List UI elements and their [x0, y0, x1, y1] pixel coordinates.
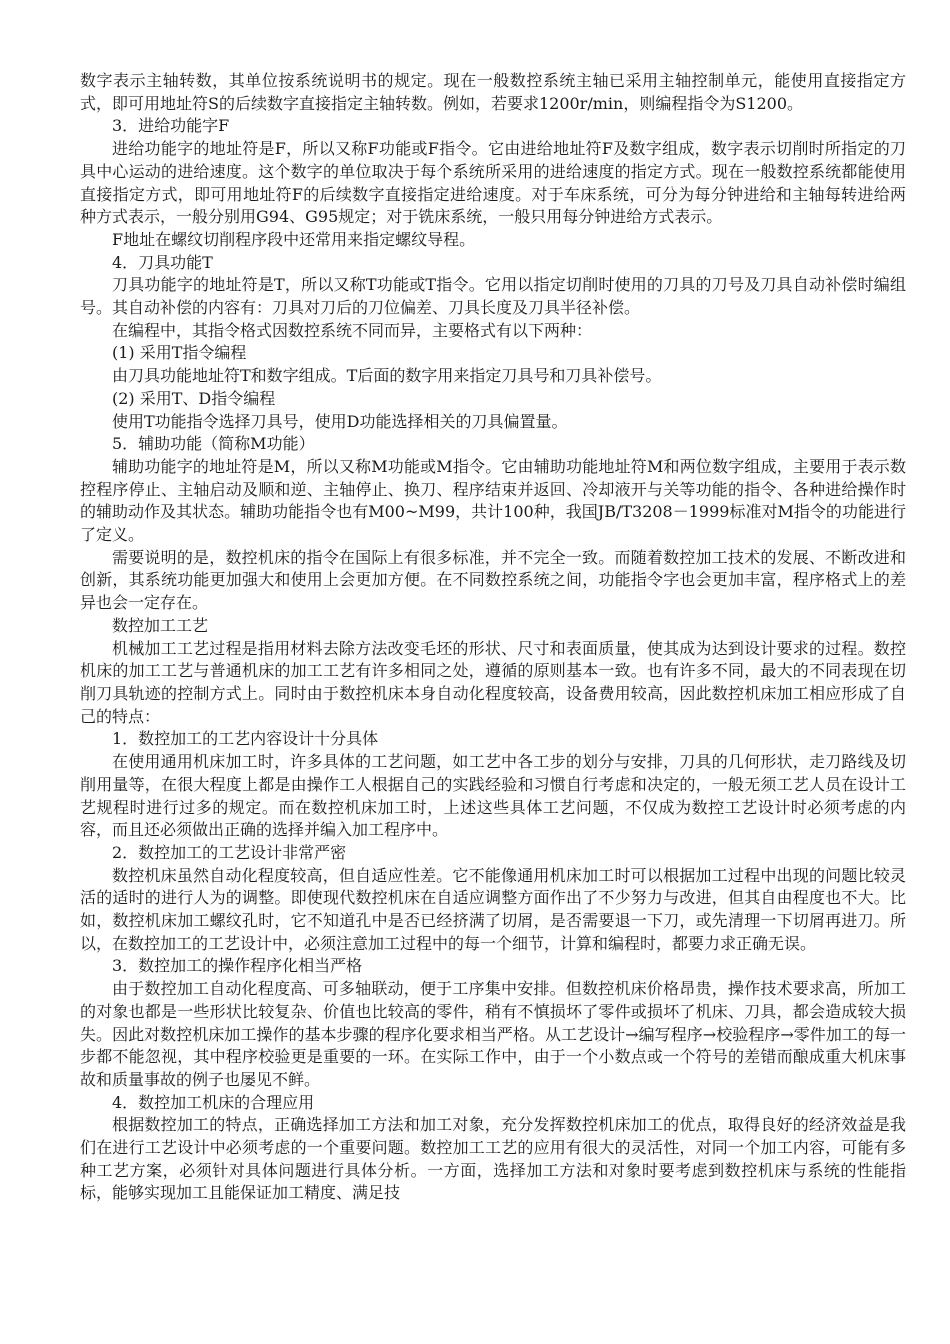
paragraph: 进给功能字的地址符是F，所以又称F功能或F指令。它由进给地址符F及数字组成，数字表示切削时所指定的刀具中心运动的进给速度。这个数字的单位取决于每个系统所采用的进给速度的指定方式。现在一般数控系统都能使用直接指定方式，即可用地址符F的后续数字直接指定进给速度。对于车床系统，可分为每分钟进给和主轴每转进给两种方式表示，一般分别用G94、G95规定；对于铣床系统，一般只用每分钟进给方式表示。 [80, 139, 906, 227]
paragraph: 3．进给功能字F [112, 116, 230, 136]
document-body [80, 70, 906, 1205]
paragraph: 2．数控加工的工艺设计非常严密 [112, 842, 347, 862]
paragraph: 1．数控加工的工艺内容设计十分具体 [112, 729, 379, 749]
paragraph: 需要说明的是，数控机床的指令在国际上有很多标准，并不完全一致。而随着数控加工技术的发展、不断改进和创新，其系统功能更加强大和使用上会更加方便。在不同数控系统之间，功能指令字也会更加丰富，程序格式上的差异也会一定存在。 [80, 547, 906, 613]
paragraph: (2) 采用T、D指令编程 [112, 388, 276, 408]
paragraph: 使用T功能指令选择刀具号，使用D功能选择相关的刀具偏置量。 [112, 411, 568, 431]
paragraph: 数控加工工艺 [112, 615, 209, 635]
paragraph: 5．辅助功能（简称M功能） [112, 434, 315, 454]
paragraph: 在编程中，其指令格式因数控系统不同而异，主要格式有以下两种： [112, 320, 593, 340]
paragraph: 由刀具功能地址符T和数字组成。T后面的数字用来指定刀具号和刀具补偿号。 [112, 366, 662, 386]
paragraph: 辅助功能字的地址符是M，所以又称M功能或M指令。它由辅助功能地址符M和两位数字组成，主要用于表示数控程序停止、主轴启动及顺和逆、主轴停止、换刀、程序结束并返回、冷却液开与关等功能的指令、各种进给操作时的辅助动作及其状态。辅助功能指令也有M00~M99，共计100种，我国JB/T3208－1999标准对M指令的功能进行了定义。 [80, 456, 906, 545]
paragraph: 在使用通用机床加工时，许多具体的工艺问题，如工艺中各工步的划分与安排，刀具的几何形状，走刀路线及切削用量等，在很大程度上都是由操作工人根据自己的实践经验和习惯自行考虑和决定的，一般无须工艺人员在设计工艺规程时进行过多的规定。而在数控机床加工时，上述这些具体工艺问题，不仅成为数控工艺设计时必须考虑的内容，而且还必须做出正确的选择并编入加工程序中。 [80, 752, 906, 840]
paragraph: 4．刀具功能T [112, 252, 213, 272]
paragraph: 数字表示主轴转数，其单位按系统说明书的规定。现在一般数控系统主轴已采用主轴控制单元，能使用直接指定方式，即可用地址符S的后续数字直接指定主轴转数。例如，若要求1200r/min，则编程指令为S1200。 [80, 71, 906, 113]
paragraph: 根据数控加工的特点，正确选择加工方法和加工对象，充分发挥数控机床加工的优点，取得良好的经济效益是我们在进行工艺设计中必须考虑的一个重要问题。数控加工工艺的应用有很大的灵活性，对同一个加工内容，可能有多种工艺方案，必须针对具体问题进行具体分析。一方面，选择加工方法和对象时要考虑到数控机床与系统的性能指标，能够实现加工且能保证加工精度、满足技 [80, 1115, 906, 1203]
paragraph: 刀具功能字的地址符是T，所以又称T功能或T指令。它用以指定切削时使用的刀具的刀号及刀具自动补偿时编组号。其自动补偿的内容有：刀具对刀后的刀位偏差、刀具长度及刀具半径补偿。 [80, 275, 906, 318]
paragraph: 由于数控加工自动化程度高、可多轴联动，便于工序集中安排。但数控机床价格昂贵，操作技术要求高，所加工的对象也都是一些形状比较复杂、价值也比较高的零件，稍有不慎损坏了零件或损坏了机床、刀具，都会造成较大损失。因此对数控机床加工操作的基本步骤的程序化要求相当严格。从工艺设计→编写程序→校验程序→零件加工的每一步都不能忽视，其中程序校验更是重要的一环。在实际工作中，由于一个小数点或一个符号的差错而酿成重大机床事故和质量事故的例子也屡见不鲜。 [80, 979, 906, 1089]
paragraph: 机械加工工艺过程是指用材料去除方法改变毛坯的形状、尺寸和表面质量，使其成为达到设计要求的过程。数控机床的加工工艺与普通机床的加工工艺有许多相同之处，遵循的原则基本一致。也有许多不同，最大的不同表现在切削刀具轨迹的控制方式上。同时由于数控机床本身自动化程度较高，设备费用较高，因此数控机床加工相应形成了自己的特点： [80, 638, 906, 726]
paragraph: (1) 采用T指令编程 [112, 343, 247, 363]
paragraph: 3．数控加工的操作程序化相当严格 [112, 956, 363, 976]
paragraph: 数控机床虽然自动化程度较高，但自适应性差。它不能像通用机床加工时可以根据加工过程中出现的问题比较灵活的适时的进行人为的调整。即使现代数控机床在自适应调整方面作出了不少努力与改进，但其自由程度也不大。比如，数控机床加工螺纹孔时，它不知道孔中是否已经挤满了切屑，是否需要退一下刀，或先清理一下切屑再进刀。所以，在数控加工的工艺设计中，必须注意加工过程中的每一个细节，计算和编程时，都要力求正确无误。 [80, 865, 906, 953]
paragraph: F地址在螺纹切削程序段中还常用来指定螺纹导程。 [112, 229, 476, 249]
paragraph: 4．数控加工机床的合理应用 [112, 1092, 315, 1112]
